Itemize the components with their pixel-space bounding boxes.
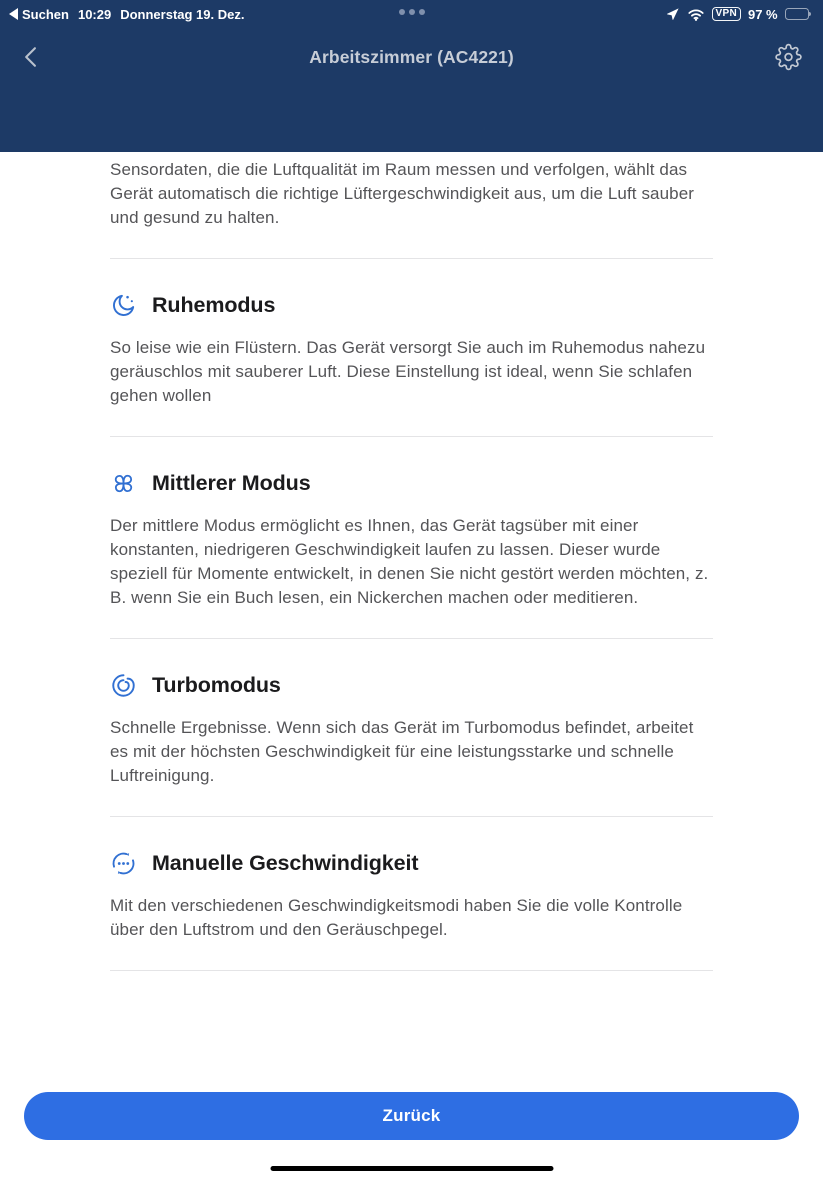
header: [0, 0, 823, 152]
back-to-app-label: Suchen: [22, 6, 69, 22]
divider: [110, 638, 713, 639]
status-date: Donnerstag 19. Dez.: [120, 6, 245, 22]
status-dots-icon: [399, 9, 425, 15]
back-chevron-button[interactable]: [18, 43, 46, 71]
section-body: Schnelle Ergebnisse. Wenn sich das Gerät im Turbomodus befindet, arbeitet es mit der höchsten Geschwindigkeit für eine leistungsstarke und schnelle Luftreinigung.: [110, 718, 694, 785]
divider: [110, 970, 713, 971]
location-arrow-icon: [666, 7, 680, 21]
section-title: Turbomodus: [152, 673, 281, 697]
divider: [110, 258, 713, 259]
battery-percent: 97 %: [747, 6, 778, 22]
section-manual-speed: [110, 850, 713, 971]
status-time: 10:29: [77, 6, 112, 22]
back-to-app-button[interactable]: [9, 7, 69, 22]
section-title: Manuelle Geschwindigkeit: [152, 851, 419, 875]
vpn-badge: VPN: [712, 7, 741, 21]
section-title: Mittlerer Modus: [152, 471, 311, 495]
moon-icon: [110, 292, 137, 319]
back-to-app-triangle-icon: [9, 8, 18, 20]
section-sleep-mode: [110, 292, 713, 437]
section-turbo-mode: [110, 672, 713, 817]
intro-paragraph: Sensordaten, die die Luftqualität im Raum messen und verfolgen, wählt das Gerät automatisch die richtige Lüftergeschwindigkeit aus, um die Luft sauber und gesund zu halten.: [110, 160, 695, 227]
divider: [110, 816, 713, 817]
status-bar: [0, 0, 823, 26]
turbo-swirl-icon: [110, 672, 137, 699]
section-medium-mode: [110, 470, 713, 639]
section-title: Ruhemodus: [152, 293, 276, 317]
section-body: Der mittlere Modus ermöglicht es Ihnen, das Gerät tagsüber mit einer konstanten, niedrigeren Geschwindigkeit laufen zu lassen. Dieser wurde speziell für Momente entwickelt, in denen Sie nicht gestört werden möchten, z. B. wenn Sie ein Buch lesen, ein Nickerchen machen oder meditieren.: [110, 516, 709, 607]
page-title: Arbeitszimmer (AC4221): [309, 46, 514, 67]
back-button[interactable]: Zurück: [24, 1092, 799, 1140]
content-card: [0, 152, 823, 1184]
manual-speed-icon: [110, 850, 137, 877]
nav-bar: [0, 34, 823, 80]
fan-icon: [110, 470, 137, 497]
gear-icon[interactable]: [775, 44, 802, 71]
section-body: Mit den verschiedenen Geschwindigkeitsmodi haben Sie die volle Kontrolle über den Luftstrom und den Geräuschpegel.: [110, 896, 683, 939]
battery-icon: [785, 8, 811, 20]
divider: [110, 436, 713, 437]
home-indicator[interactable]: [270, 1166, 553, 1172]
section-body: So leise wie ein Flüstern. Das Gerät versorgt Sie auch im Ruhemodus nahezu geräuschlos mit sauberer Luft. Diese Einstellung ist ideal, wenn Sie schlafen gehen wollen: [110, 338, 706, 405]
wifi-icon: [687, 8, 705, 21]
